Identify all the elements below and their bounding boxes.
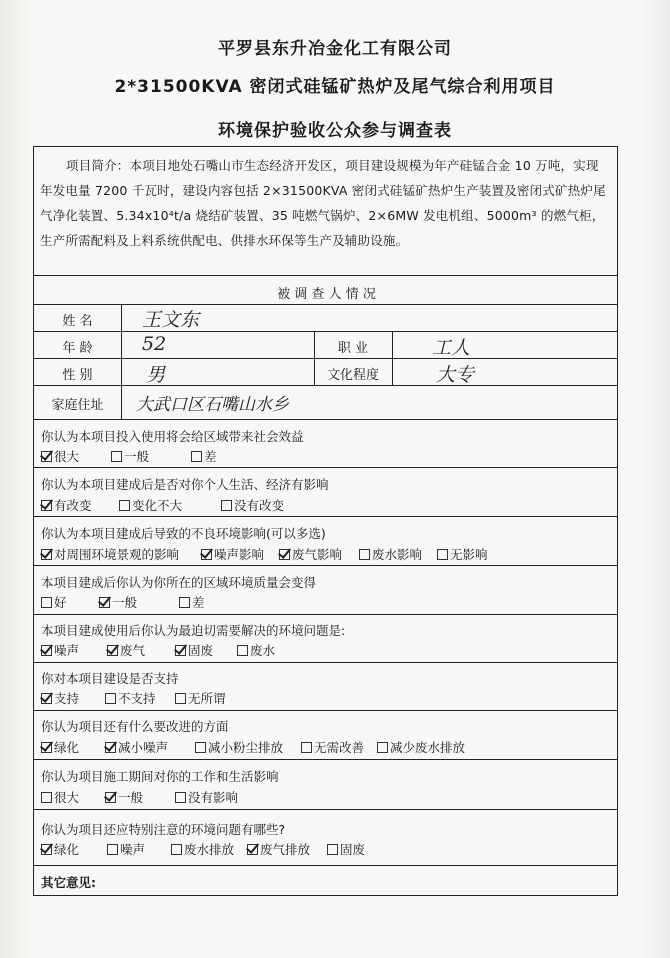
q3-option-2[interactable]: 噪声影响 <box>201 545 264 563</box>
question-8: 你认为项目施工期间对你的工作和生活影响 <box>41 769 279 784</box>
address-label: 家庭住址 <box>51 398 104 413</box>
q5-option-3[interactable]: 固废 <box>175 641 213 659</box>
q8-option-3[interactable]: 没有影响 <box>175 788 238 806</box>
checkbox-checked-icon <box>41 549 52 560</box>
checkbox-icon <box>327 844 338 855</box>
respondent-section-title: 被 调 查 人 情 况 <box>277 287 376 302</box>
q9-option-3[interactable]: 废水排放 <box>171 840 234 858</box>
checkbox-icon <box>119 500 130 511</box>
age-value: 52 <box>142 333 167 355</box>
q6-option-2[interactable]: 不支持 <box>105 689 156 707</box>
q7-option-3[interactable]: 减小粉尘排放 <box>195 738 283 756</box>
question-9: 你认为项目还应特别注意的环境问题有哪些? <box>41 822 286 837</box>
question-2: 你认为本项目建成后是否对你个人生活、经济有影响 <box>41 477 329 492</box>
checkbox-icon <box>107 844 118 855</box>
q4-option-2[interactable]: 一般 <box>99 593 137 611</box>
survey-form <box>33 146 618 896</box>
project-title: 2*31500KVA 密闭式硅锰矿热炉及尾气综合利用项目 <box>114 77 556 97</box>
q6-option-3[interactable]: 无所谓 <box>175 689 226 707</box>
q3-option-3[interactable]: 废气影响 <box>279 545 342 563</box>
checkbox-icon <box>171 844 182 855</box>
address-value: 大武口区石嘴山水乡 <box>136 395 289 415</box>
q6-option-1[interactable]: 支持 <box>41 689 79 707</box>
question-7: 你认为项目还有什么要改进的方面 <box>41 719 229 734</box>
checkbox-icon <box>111 451 122 462</box>
gender-value: 男 <box>146 364 166 386</box>
question-6: 你对本项目建设是否支持 <box>41 671 179 686</box>
education-label: 文化程度 <box>326 368 379 383</box>
q7-option-2[interactable]: 减小噪声 <box>105 738 168 756</box>
checkbox-icon <box>437 549 448 560</box>
checkbox-checked-icon <box>105 792 116 803</box>
checkbox-checked-icon <box>247 844 258 855</box>
q1-option-2[interactable]: 一般 <box>111 447 149 465</box>
checkbox-icon <box>359 549 370 560</box>
q7-option-4[interactable]: 无需改善 <box>301 738 364 756</box>
checkbox-checked-icon <box>41 742 52 753</box>
checkbox-checked-icon <box>105 742 116 753</box>
q1-option-3[interactable]: 差 <box>191 447 217 465</box>
question-1: 你认为本项目投入使用将会给区域带来社会效益 <box>41 429 304 444</box>
job-value: 工人 <box>432 337 471 359</box>
q3-option-5[interactable]: 无影响 <box>437 545 488 563</box>
question-4: 本项目建成后你认为你所在的区域环境质量会变得 <box>41 575 317 590</box>
q8-option-1[interactable]: 很大 <box>41 788 79 806</box>
q1-option-1[interactable]: 很大 <box>41 447 79 465</box>
q7-option-5[interactable]: 减少废水排放 <box>377 738 465 756</box>
q9-option-2[interactable]: 噪声 <box>107 840 145 858</box>
checkbox-icon <box>237 645 248 656</box>
q4-option-3[interactable]: 差 <box>179 593 205 611</box>
q3-option-1[interactable]: 对周围环境景观的影响 <box>41 545 179 563</box>
checkbox-checked-icon <box>107 645 118 656</box>
q2-option-3[interactable]: 没有改变 <box>221 496 284 514</box>
checkbox-checked-icon <box>41 451 52 462</box>
checkbox-checked-icon <box>41 500 52 511</box>
project-intro: 项目简介：本项目地处石嘴山市生态经济开发区，项目建设规模为年产硅锰合金 10 万吨，实现年发电量 7200 千瓦时，建设内容包括 2×31500KVA 密闭式硅锰矿热炉生产装置及密闭式矿热炉尾气净化装置、5.34x10⁴t/a 烧结矿装置、35 吨燃气锅炉、2×6MW 发电机组、5000m³ 的燃气柜，生产所需配料及上料系统供配电、供排水环保等生产及辅助设施。 <box>40 158 606 248</box>
q5-option-4[interactable]: 废水 <box>237 641 275 659</box>
checkbox-checked-icon <box>41 645 52 656</box>
q9-option-4[interactable]: 废气排放 <box>247 840 310 858</box>
checkbox-icon <box>221 500 232 511</box>
name-label: 姓 名 <box>62 314 93 329</box>
checkbox-checked-icon <box>175 645 186 656</box>
q9-option-5[interactable]: 固废 <box>327 840 365 858</box>
job-label: 职 业 <box>337 341 369 356</box>
checkbox-checked-icon <box>201 549 212 560</box>
company-title: 平罗县东升冶金化工有限公司 <box>218 39 452 59</box>
gender-label: 性 别 <box>62 368 93 383</box>
name-value: 王文东 <box>142 309 200 331</box>
checkbox-icon <box>105 693 116 704</box>
checkbox-icon <box>41 597 52 608</box>
checkbox-icon <box>179 597 190 608</box>
q3-option-4[interactable]: 废水影响 <box>359 545 422 563</box>
q2-option-1[interactable]: 有改变 <box>41 496 92 514</box>
checkbox-checked-icon <box>41 693 52 704</box>
other-comments-label: 其它意见: <box>41 875 96 890</box>
q4-option-1[interactable]: 好 <box>41 593 67 611</box>
checkbox-icon <box>175 693 186 704</box>
q2-option-2[interactable]: 变化不大 <box>119 496 182 514</box>
checkbox-icon <box>41 792 52 803</box>
checkbox-icon <box>175 792 186 803</box>
question-5: 本项目建成使用后你认为最迫切需要解决的环境问题是: <box>41 623 346 638</box>
checkbox-checked-icon <box>41 844 52 855</box>
checkbox-icon <box>377 742 388 753</box>
age-label: 年 龄 <box>62 341 93 356</box>
q7-option-1[interactable]: 绿化 <box>41 738 79 756</box>
question-3: 你认为本项目建成后导致的不良环境影响(可以多选) <box>41 526 326 541</box>
form-title: 环境保护验收公众参与调查表 <box>218 121 452 141</box>
checkbox-icon <box>191 451 202 462</box>
q9-option-1[interactable]: 绿化 <box>41 840 79 858</box>
checkbox-icon <box>195 742 206 753</box>
checkbox-checked-icon <box>99 597 110 608</box>
education-value: 大专 <box>436 364 475 386</box>
q5-option-1[interactable]: 噪声 <box>41 641 79 659</box>
checkbox-checked-icon <box>279 549 290 560</box>
q5-option-2[interactable]: 废气 <box>107 641 145 659</box>
q8-option-2[interactable]: 一般 <box>105 788 143 806</box>
checkbox-icon <box>301 742 312 753</box>
